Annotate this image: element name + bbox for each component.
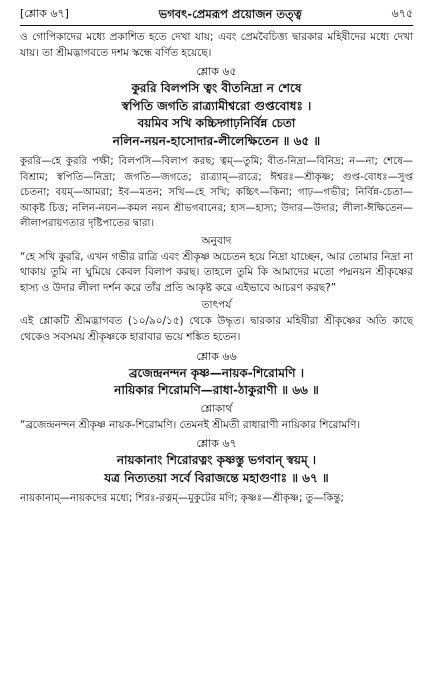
- intro-paragraph: ও গোপিকাদের মধ্যে প্রকাশিত হতে দেখা যায়; এবং প্রেমবৈচিত্ত্য দ্বারকার মহিষীদের মধ্যে দেখা যায়। তা শ্রীমদ্ভাগবতে দশম স্কন্ধে বর্ণিত হয়েছে।: [20, 31, 413, 59]
- page-header: [20, 6, 413, 22]
- meaning-label: শ্লোকার্থ: [200, 402, 233, 415]
- verse-65-purport: এই শ্লোকটি শ্রীমদ্ভাগবত (১০/৯০/১৫) থেকে উদ্ধৃত। দ্বারকার মহিষীরা শ্রীকৃষ্ণের অতি কাছে থেকেও সবসময় শ্রীকৃষ্ণকে হারাবার ভয়ে শঙ্কিত হতেন।: [20, 315, 413, 344]
- header-rule: [20, 25, 413, 26]
- verse-line: স্বপিতি জগতি রাত্র্যামীশ্বরো গুপ্তবোধঃ ।: [121, 98, 312, 113]
- verse-67-heading: শ্লোক ৬৭: [196, 437, 237, 451]
- verse-65-heading: শ্লোক ৬৫: [196, 65, 237, 79]
- verse-65-text: [20, 80, 413, 150]
- verse-65-translation: “হে সখি কুররি, এখন গভীর রাত্রি এবং শ্রীকৃষ্ণ অচেতন হয়ে নিদ্রা যাচ্ছেন, আর তোমার নিদ্রা না থাকায় তুমি না ঘুমিয়ে কেবল বিলাপ করছ। তাহলে তুমি কি আমাদের মতো পদ্মনয়ন শ্রীকৃষ্ণের হাস্য ও উদার লীলা দর্শন করে তাঁর প্রতি আকৃষ্ট করে এইভাবে আচরণ করছ?”: [20, 250, 413, 294]
- page-number: ৬৭৫: [391, 7, 413, 20]
- verse-line: যত্র নিত্যতয়া সর্বে বিরাজন্তে মহাগুণাঃ ॥ ৬৭ ॥: [104, 470, 329, 485]
- verse-66-meaning: “ব্রজেন্দ্রনন্দন শ্রীকৃষ্ণ নায়ক-শিরোমণি। তেমনই শ্রীমতী রাধারাণী নায়িকার শিরোমণি।: [20, 418, 361, 431]
- verse-67-word-meanings: নায়কানাম্—নায়কদের মধ্যে; শিরঃ-রত্নম্—মুকুটের মণি; কৃষ্ণঃ—শ্রীকৃষ্ণ; তু—কিন্তু;: [20, 493, 344, 505]
- verse-line: নায়কানাং শিরোরত্নং কৃষ্ণস্তু ভগবান্ স্বয়ম্ ।: [116, 453, 317, 468]
- verse-65-word-meanings: কুররি—হে কুররি পক্ষী; বিলপসি—বিলাপ করছ; ত্বম্—তুমি; বীত-নিদ্রা—বিনিদ্র; ন—না; শেষে—বিশ্রাম; স্বপিতি—নিদ্রা; জগতি—জগতে; রাত্র্যাম্—রাত্রে; ঈশ্বরঃ—শ্রীকৃষ্ণ; গুপ্ত-বোধঃ—সুপ্ত চেতনা; বয়ম্—আমরা; ইব—মতন; সখি—হে সখি; কচ্চিৎ—কিনা; গাঢ়—গভীর; নির্বিন্ন-চেতা—আকৃষ্ট চিত্ত; নলিন-নয়ন—কমল নয়ন শ্রীভগবানের; হাস—হাস্য; উদার—উদার; লীলা-ঈক্ষিতেন—লীলাপরায়ণতার দৃষ্টিপাতের দ্বারা।: [20, 156, 413, 230]
- verse-line: নলিন-নয়ন-হাসোদার-লীলেক্ষিতেন ॥ ৬৫ ॥: [112, 133, 321, 148]
- header-chapter-title: ভগবৎ-প্রেমরূপ প্রয়োজন তত্ত্ব: [158, 7, 302, 21]
- verse-line: বয়মিব সখি কচ্চিদ্গাঢ়নির্বিন্ন চেতা: [137, 116, 296, 131]
- verse-67-text: [20, 452, 413, 487]
- translation-label: অনুবাদ: [201, 234, 232, 247]
- purport-label: তাৎপর্য: [201, 299, 232, 312]
- verse-66-heading: শ্লোক ৬৬: [196, 349, 237, 363]
- verse-line: ব্রজেন্দ্রনন্দন কৃষ্ণ—নায়ক-শিরোমণি ।: [128, 365, 305, 380]
- header-verse-ref: [শ্লোক ৬৭]: [20, 7, 69, 20]
- verse-line: কুররি বিলপসি ত্বং বীতনিদ্রা ন শেষে: [131, 81, 302, 96]
- verse-line: নায়িকার শিরোমণি—রাধা-ঠাকুরাণী ॥ ৬৬ ॥: [114, 383, 319, 398]
- verse-66-text: [20, 365, 413, 400]
